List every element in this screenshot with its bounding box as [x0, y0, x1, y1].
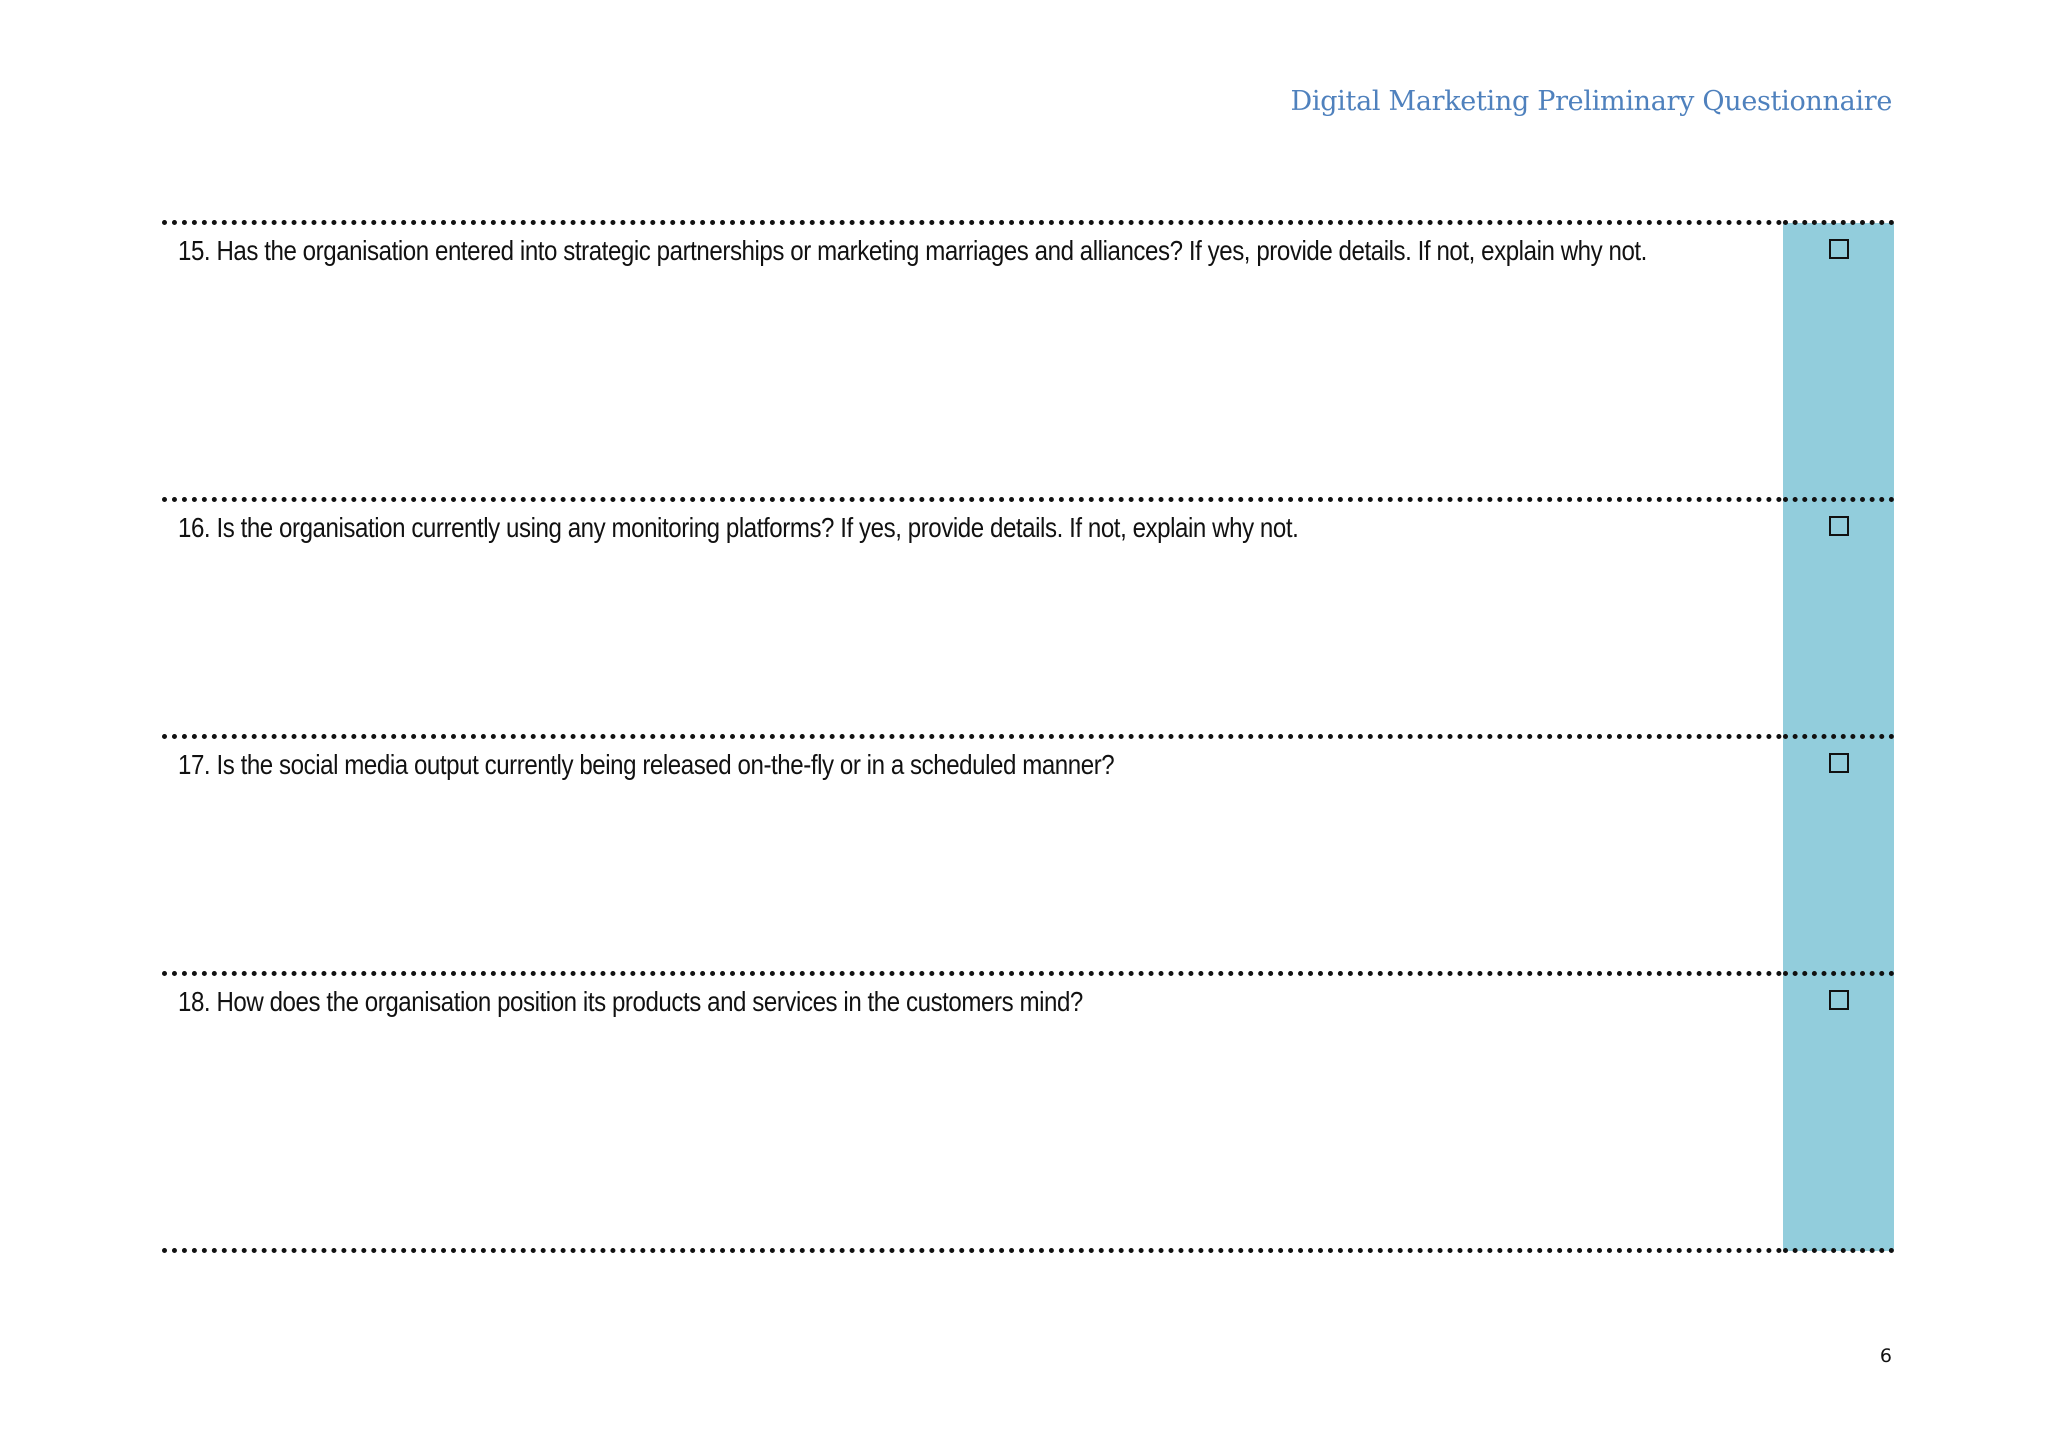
question-text-cell	[162, 500, 1783, 737]
question-text-cell	[162, 737, 1783, 974]
checkbox-cell	[1783, 500, 1894, 737]
question-text: 15. Has the organisation entered into strategic partnerships or marketing marriages and alliances? If yes, provide details. If not, explain why not.	[178, 235, 1647, 266]
question-text: 18. How does the organisation position its products and services in the customers mind?	[178, 986, 1083, 1017]
question-text: 17. Is the social media output currently being released on-the-fly or in a scheduled manner?	[178, 749, 1115, 780]
answer-checkbox[interactable]	[1829, 239, 1849, 259]
questionnaire-table	[162, 220, 1894, 1253]
question-row	[162, 223, 1894, 500]
answer-checkbox[interactable]	[1829, 753, 1849, 773]
document-header-title: Digital Marketing Preliminary Questionnaire	[1290, 86, 1892, 117]
answer-checkbox[interactable]	[1829, 990, 1849, 1010]
question-text: 16. Is the organisation currently using any monitoring platforms? If yes, provide details. If not, explain why not.	[178, 512, 1299, 543]
question-text-cell	[162, 974, 1783, 1251]
page-number: 6	[1879, 1345, 1892, 1367]
question-row	[162, 974, 1894, 1251]
answer-checkbox[interactable]	[1829, 516, 1849, 536]
question-text-cell	[162, 223, 1783, 500]
question-row	[162, 500, 1894, 737]
checkbox-cell	[1783, 223, 1894, 500]
checkbox-cell	[1783, 974, 1894, 1251]
question-row	[162, 737, 1894, 974]
checkbox-cell	[1783, 737, 1894, 974]
